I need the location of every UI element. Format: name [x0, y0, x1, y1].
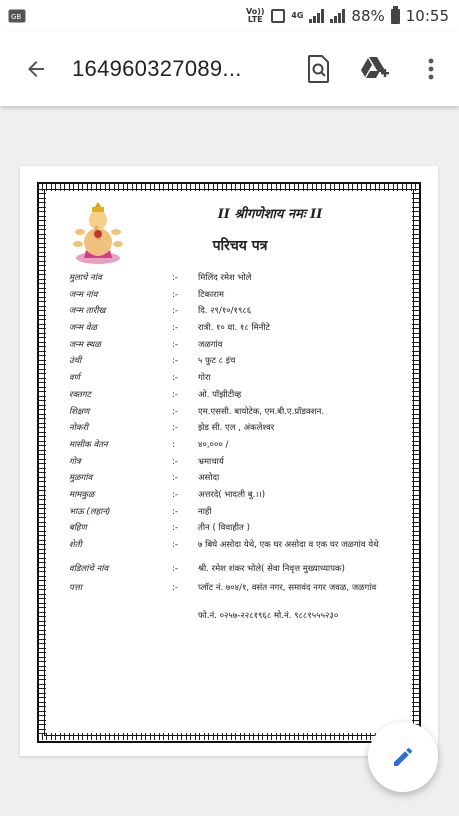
- document-page: [20, 166, 438, 756]
- chain-border-left: [39, 186, 46, 736]
- detail-row: [69, 323, 409, 340]
- detail-separator: :-: [172, 389, 178, 400]
- screen-cast-icon: [271, 9, 285, 23]
- detail-label: गोत्र: [69, 456, 81, 467]
- detail-value: तीन ( विवाहीत ): [198, 523, 250, 534]
- detail-separator: :-: [172, 323, 178, 334]
- chain-border-top: [40, 184, 418, 191]
- detail-label: नोकरी: [69, 423, 89, 434]
- detail-separator: :: [172, 439, 175, 450]
- detail-row: [69, 564, 409, 581]
- detail-label: वडिलांचे नांव: [69, 564, 109, 574]
- status-right: [245, 7, 449, 25]
- detail-separator: :-: [172, 523, 178, 534]
- more-vert-icon: [428, 58, 434, 80]
- detail-row: [69, 440, 409, 457]
- detail-label: मुलाचे नांव: [69, 273, 102, 283]
- detail-label: बहिण: [69, 523, 87, 534]
- invocation-heading: II श्रीगणेशाय नमः II: [217, 207, 323, 222]
- status-left: [8, 9, 26, 23]
- detail-label: शेती: [69, 540, 82, 550]
- detail-value: ओ. पॉझीटीव्ह: [198, 389, 242, 400]
- detail-value: झेड सी. एल , अंकलेश्वर: [198, 423, 275, 434]
- document-title: परिचय पत्र: [212, 238, 268, 254]
- signal-icon: [309, 9, 324, 23]
- detail-row: [69, 306, 409, 323]
- detail-separator: :-: [172, 540, 178, 550]
- arrow-back-icon: [24, 57, 48, 81]
- detail-separator: :-: [172, 306, 178, 317]
- detail-value: एम.एससी. बायोटेक, एम.बी.ए.प्रॉडक्शन.: [198, 406, 325, 417]
- drive-add-icon: [360, 56, 390, 82]
- detail-separator: :-: [172, 373, 178, 384]
- detail-separator: :-: [172, 356, 178, 367]
- detail-value: मिलिंद रमेश भोले: [198, 273, 252, 283]
- detail-row: [69, 611, 409, 628]
- detail-value: भ्रमाचार्य: [198, 456, 224, 467]
- more-options-button[interactable]: [403, 32, 459, 106]
- detail-row: [69, 581, 409, 611]
- detail-label: रक्तगट: [69, 389, 91, 400]
- detail-row: [69, 290, 409, 307]
- detail-separator: :-: [172, 564, 178, 574]
- detail-value: असोदा: [198, 473, 220, 484]
- back-button[interactable]: [0, 32, 72, 106]
- battery-percent: 88%: [351, 7, 385, 25]
- detail-row: [69, 473, 409, 490]
- detail-row: [69, 407, 409, 424]
- detail-value: गोरा: [198, 373, 211, 384]
- detail-separator: :-: [172, 473, 178, 484]
- detail-row: [69, 423, 409, 440]
- file-search-icon: [307, 55, 331, 83]
- edit-button[interactable]: [368, 722, 438, 792]
- notification-icon: [8, 9, 26, 23]
- detail-value: अत्तरदे( भादली बु.।।): [198, 489, 266, 500]
- detail-label: मासीक वेतन: [69, 439, 108, 450]
- detail-row: [69, 523, 409, 540]
- detail-value: जळगांव: [198, 339, 223, 350]
- detail-row: [69, 340, 409, 357]
- detail-value: ५ फुट ८ इंच: [198, 356, 236, 367]
- detail-row: [69, 356, 409, 373]
- app-bar: [0, 32, 459, 106]
- detail-value: रात्री. १० वा. १८ मिनीटे: [198, 323, 270, 334]
- find-in-document-button[interactable]: [291, 32, 347, 106]
- detail-label: जन्म वेळ: [69, 323, 97, 334]
- detail-separator: :-: [172, 582, 178, 593]
- detail-value: नाही: [198, 506, 212, 517]
- detail-row: [69, 373, 409, 390]
- detail-label: वर्ण: [69, 373, 80, 384]
- detail-value: ७ बिघे असोदा येथे, एक घर असोदा व एक घर जळगांव येथे: [198, 540, 379, 550]
- battery-icon: [391, 9, 400, 24]
- detail-row: [69, 390, 409, 407]
- pencil-icon: [391, 745, 415, 769]
- detail-row: [69, 457, 409, 474]
- detail-row: [69, 540, 409, 564]
- volte-indicator: Vo)) LTE: [246, 7, 265, 24]
- detail-value: टिकाराम: [198, 289, 224, 300]
- detail-value: दि. २९/१०/१९८६: [198, 306, 252, 317]
- svg-text:GB: GB: [11, 13, 22, 21]
- detail-separator: :-: [172, 339, 178, 350]
- file-title: 164960327089...: [72, 56, 242, 81]
- detail-label: जन्म स्थळ: [69, 339, 101, 350]
- detail-separator: :-: [172, 406, 178, 417]
- chain-border-bottom: [40, 733, 418, 740]
- detail-value: ४०,००० /: [198, 439, 229, 450]
- detail-value: प्लॉट नं. ७०४/१, वसंत नगर, समावंद नगर जवळ, जळगांव: [198, 582, 377, 593]
- clock: 10:55: [405, 7, 449, 25]
- detail-value: श्री. रमेश शंकर भोले( सेवा निवृत्त मुख्याध्यापक): [198, 564, 345, 574]
- detail-value: फो.नं. ०२५७-२२८१९६८ मो.नं. ९८८१५५५२३०: [198, 610, 339, 621]
- detail-row: [69, 490, 409, 507]
- detail-row: [69, 273, 409, 290]
- add-to-drive-button[interactable]: [347, 32, 403, 106]
- ganesha-image: [70, 202, 126, 266]
- detail-label: भाऊ (लहान): [69, 506, 111, 517]
- signal-icon-2: [330, 9, 345, 23]
- chain-border-right: [412, 186, 419, 736]
- detail-row: [69, 507, 409, 524]
- detail-separator: :-: [172, 289, 178, 300]
- details-list: [69, 273, 409, 627]
- detail-label: पत्ता: [69, 582, 82, 593]
- network-type: 4G: [291, 11, 304, 20]
- detail-label: उंची: [69, 356, 82, 367]
- detail-separator: :-: [172, 456, 178, 467]
- status-bar: [0, 0, 459, 32]
- detail-label: मुळगांव: [69, 473, 93, 484]
- detail-separator: :-: [172, 273, 178, 283]
- detail-label: जन्म तारीख: [69, 306, 106, 317]
- detail-label: शिक्षण: [69, 406, 90, 417]
- detail-separator: :-: [172, 489, 178, 500]
- detail-label: जन्म नांव: [69, 289, 98, 300]
- detail-separator: :-: [172, 506, 178, 517]
- detail-label: मामकुळ: [69, 489, 95, 500]
- detail-separator: :-: [172, 423, 178, 434]
